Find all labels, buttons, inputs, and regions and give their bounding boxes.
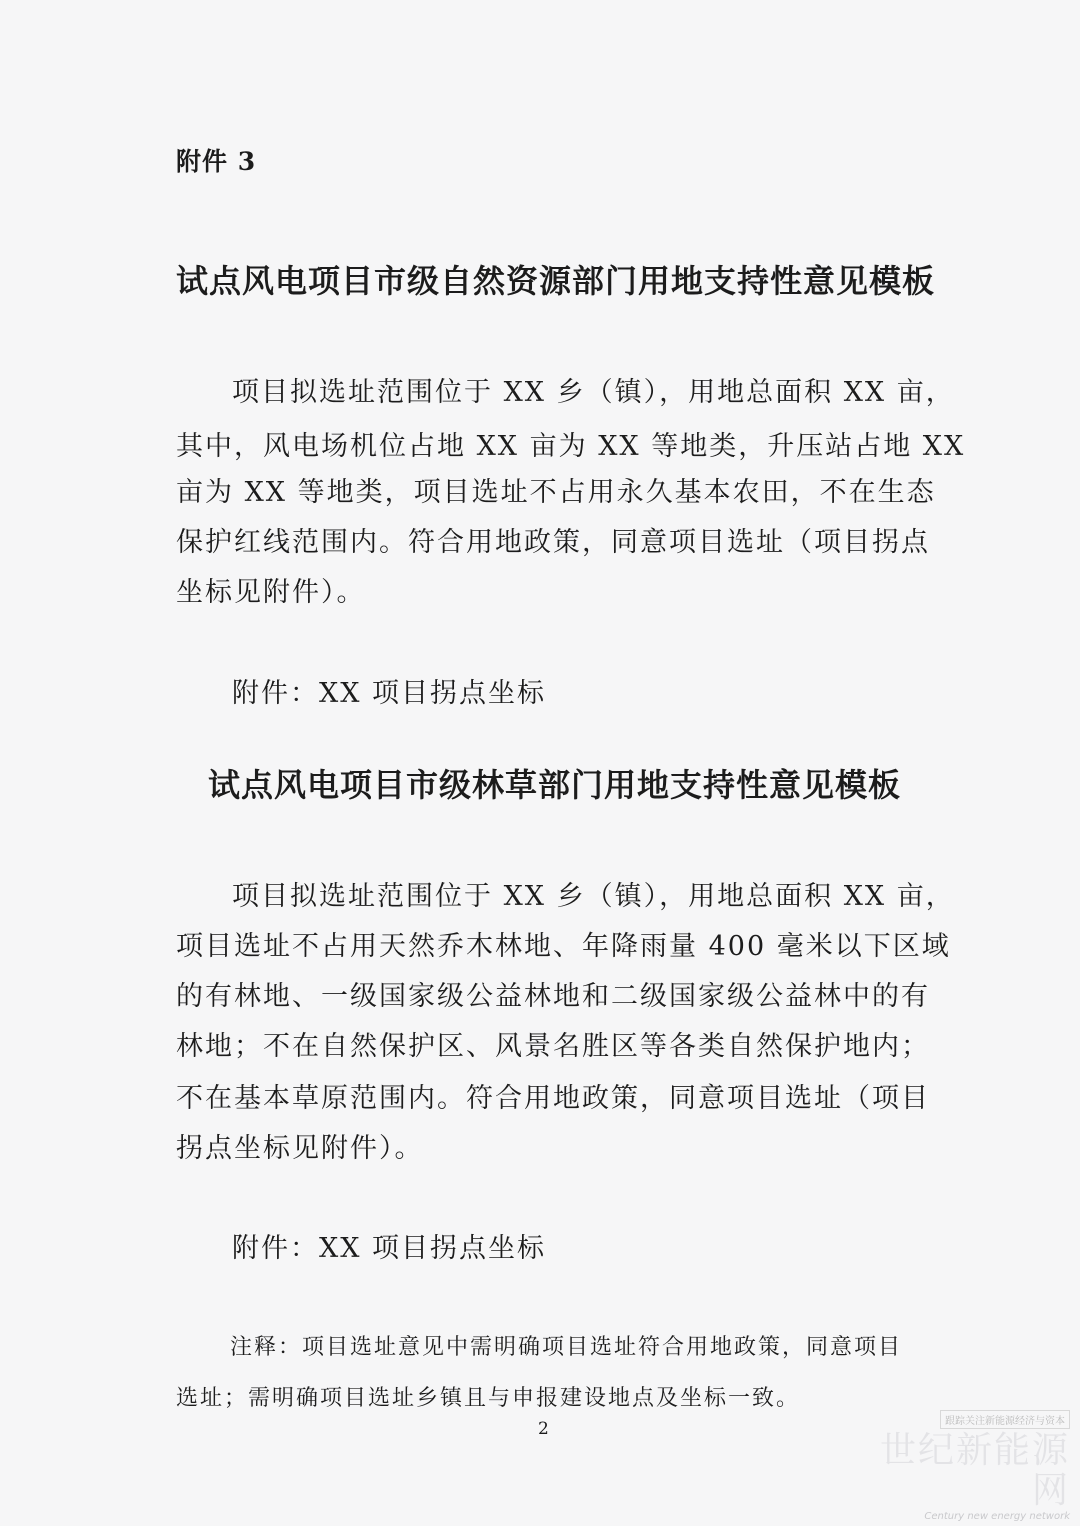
- page-number: 2: [538, 1419, 549, 1439]
- section-2-paragraph-line: 项目选址不占用天然乔木林地、年降雨量 400 毫米以下区域: [176, 931, 951, 962]
- section-1-paragraph-line: 其中，风电场机位占地 XX 亩为 XX 等地类，升压站占地 XX: [176, 431, 966, 462]
- note-line: 注释：项目选址意见中需明确项目选址符合用地政策，同意项目: [230, 1335, 903, 1360]
- watermark-english: Century new energy network: [924, 1511, 1070, 1522]
- section-2-paragraph-line: 拐点坐标见附件）。: [176, 1133, 424, 1164]
- section-1-title: 试点风电项目市级自然资源部门用地支持性意见模板: [176, 262, 936, 300]
- section-1-appendix: 附件：XX 项目拐点坐标: [232, 678, 547, 709]
- watermark: [870, 1409, 1070, 1522]
- attachment-label: 附件 3: [176, 147, 257, 176]
- section-2-title: 试点风电项目市级林草部门用地支持性意见模板: [208, 766, 902, 804]
- watermark-logo-text: 世纪新能源网: [879, 1430, 1070, 1511]
- watermark-tagline: 跟踪关注新能源经济与资本: [940, 1410, 1070, 1429]
- section-2-paragraph-line: 不在基本草原范围内。符合用地政策，同意项目选址（项目: [176, 1083, 930, 1114]
- section-1-paragraph-line: 保护红线范围内。符合用地政策，同意项目选址（项目拐点: [176, 527, 930, 558]
- section-2-paragraph-line: 的有林地、一级国家级公益林地和二级国家级公益林中的有: [176, 981, 930, 1012]
- section-1-paragraph-line: 项目拟选址范围位于 XX 乡（镇），用地总面积 XX 亩，: [232, 377, 955, 408]
- section-2-appendix: 附件：XX 项目拐点坐标: [232, 1233, 547, 1264]
- section-1-paragraph-line: 亩为 XX 等地类，项目选址不占用永久基本农田，不在生态: [176, 477, 936, 508]
- section-2-paragraph-line: 项目拟选址范围位于 XX 乡（镇），用地总面积 XX 亩，: [232, 881, 955, 912]
- section-2-paragraph-line: 林地；不在自然保护区、风景名胜区等各类自然保护地内；: [176, 1031, 930, 1062]
- section-1-paragraph-line: 坐标见附件）。: [176, 577, 366, 608]
- note-line: 选址；需明确项目选址乡镇且与申报建设地点及坐标一致。: [176, 1386, 801, 1411]
